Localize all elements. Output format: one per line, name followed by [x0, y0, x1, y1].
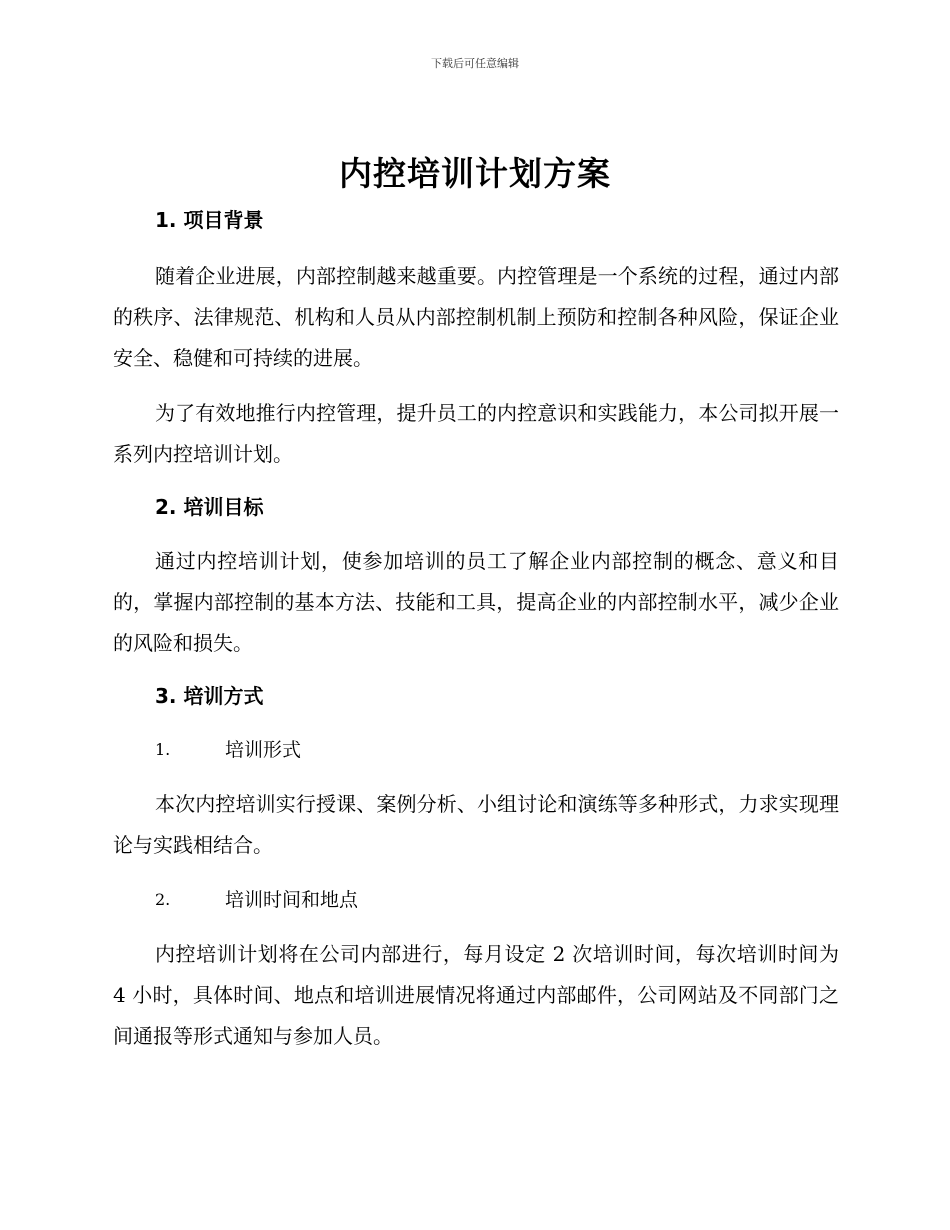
document-body: [113, 200, 839, 1057]
paragraph-format: 本次内控培训实行授课、案例分析、小组讨论和演练等多种形式，力求实现理论与实践相结合。: [113, 792, 839, 857]
paragraph-background-2: 为了有效地推行内控管理，提升员工的内控意识和实践能力，本公司拟开展一系列内控培训计划。: [113, 401, 839, 466]
paragraph-time-place: 内控培训计划将在公司内部进行，每月设定 2 次培训时间，每次培训时间为 4 小时，具体时间、地点和培训进展情况将通过内部邮件，公司网站及不同部门之间通报等形式通知与参加人员。: [113, 942, 839, 1048]
paragraph-background-1: 随着企业进展，内部控制越来越重要。内控管理是一个系统的过程，通过内部的秩序、法律规范、机构和人员从内部控制机制上预防和控制各种风险，保证企业安全、稳健和可持续的进展。: [113, 264, 839, 370]
section-heading-goal: 2. 培训目标: [155, 495, 264, 519]
paragraph-goal: 通过内控培训计划，使参加培训的员工了解企业内部控制的概念、意义和目的，掌握内部控制的基本方法、技能和工具，提高企业的内部控制水平，减少企业的风险和损失。: [113, 549, 839, 655]
subsection-title: 培训时间和地点: [225, 889, 359, 911]
subsection-format: [113, 730, 839, 770]
header-note: 下载后可任意编辑: [431, 57, 519, 70]
subsection-number: 1.: [155, 740, 171, 759]
subsection-time-place: [113, 880, 839, 920]
section-heading-background: 1. 项目背景: [155, 208, 264, 232]
subsection-title: 培训形式: [225, 739, 302, 761]
section-heading-method: 3. 培训方式: [155, 684, 264, 708]
document-title: 内控培训计划方案: [339, 154, 611, 193]
subsection-number: 2.: [155, 890, 171, 909]
